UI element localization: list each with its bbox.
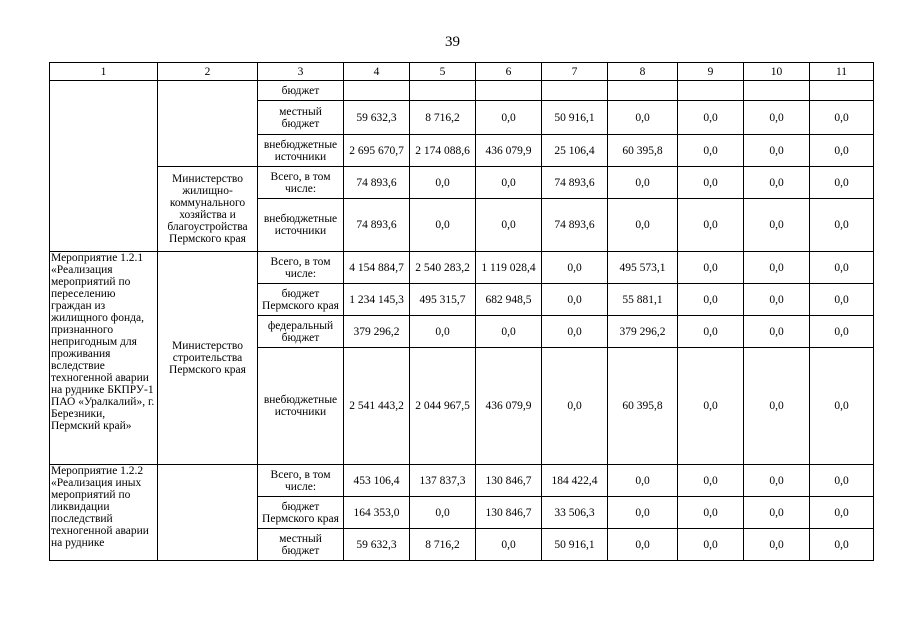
value-cell: 0,0 [608, 529, 678, 561]
value-cell: 0,0 [678, 465, 744, 497]
source-cell: внебюджетные источники [258, 135, 344, 167]
value-cell: 50 916,1 [542, 529, 608, 561]
source-cell: бюджет Пермского края [258, 497, 344, 529]
value-cell [476, 81, 542, 101]
value-cell: 0,0 [476, 199, 542, 252]
source-cell: местный бюджет [258, 101, 344, 135]
value-cell: 0,0 [542, 252, 608, 284]
activity-cell: Мероприятие 1.2.1 «Реализация мероприятий по переселению граждан из жилищного фонда, признанного непригодным для проживания вследствие техногенной аварии на руднике БКПРУ-1 ПАО «Уралкалий», г. Березники, Пермский край» [50, 252, 158, 465]
value-cell: 0,0 [810, 529, 874, 561]
value-cell: 74 893,6 [344, 167, 410, 199]
value-cell: 0,0 [608, 199, 678, 252]
value-cell: 0,0 [410, 199, 476, 252]
source-cell: Всего, в том числе: [258, 167, 344, 199]
value-cell: 0,0 [410, 167, 476, 199]
value-cell: 0,0 [810, 316, 874, 348]
source-cell: федеральный бюджет [258, 316, 344, 348]
value-cell: 0,0 [608, 465, 678, 497]
value-cell: 0,0 [744, 348, 810, 465]
value-cell: 0,0 [410, 497, 476, 529]
value-cell: 74 893,6 [542, 167, 608, 199]
value-cell: 2 174 088,6 [410, 135, 476, 167]
table-row [50, 167, 874, 199]
value-cell [542, 81, 608, 101]
value-cell: 0,0 [744, 167, 810, 199]
value-cell: 0,0 [810, 465, 874, 497]
value-cell: 0,0 [744, 252, 810, 284]
value-cell: 0,0 [608, 167, 678, 199]
value-cell: 50 916,1 [542, 101, 608, 135]
value-cell: 0,0 [744, 316, 810, 348]
value-cell: 0,0 [608, 497, 678, 529]
value-cell: 0,0 [678, 167, 744, 199]
value-cell: 0,0 [678, 348, 744, 465]
value-cell: 0,0 [678, 284, 744, 316]
source-cell: бюджет [258, 81, 344, 101]
value-cell: 0,0 [744, 529, 810, 561]
value-cell: 60 395,8 [608, 135, 678, 167]
header-cell: 11 [810, 63, 874, 81]
value-cell: 0,0 [678, 101, 744, 135]
value-cell [810, 81, 874, 101]
activity-cell-empty [50, 81, 158, 252]
value-cell: 0,0 [744, 465, 810, 497]
header-cell: 2 [158, 63, 258, 81]
value-cell: 0,0 [678, 199, 744, 252]
value-cell: 0,0 [476, 529, 542, 561]
value-cell: 0,0 [744, 497, 810, 529]
source-cell: местный бюджет [258, 529, 344, 561]
value-cell: 2 044 967,5 [410, 348, 476, 465]
header-cell: 8 [608, 63, 678, 81]
value-cell: 137 837,3 [410, 465, 476, 497]
value-cell: 60 395,8 [608, 348, 678, 465]
source-cell: Всего, в том числе: [258, 252, 344, 284]
value-cell: 59 632,3 [344, 101, 410, 135]
source-cell: внебюджетные источники [258, 348, 344, 465]
activity-cell: Мероприятие 1.2.2 «Реализация иных мероприятий по ликвидации последствий техногенной аварии на руднике [50, 465, 158, 561]
value-cell: 0,0 [542, 348, 608, 465]
budget-table [49, 62, 874, 561]
responsible-org-cell: Министерство жилищно-коммунального хозяйства и благоустройства Пермского края [158, 167, 258, 252]
value-cell [344, 81, 410, 101]
value-cell: 74 893,6 [344, 199, 410, 252]
header-cell: 1 [50, 63, 158, 81]
header-row [50, 63, 874, 81]
table-row [50, 81, 874, 101]
value-cell [744, 81, 810, 101]
value-cell: 0,0 [744, 199, 810, 252]
value-cell [608, 81, 678, 101]
table-row [50, 252, 874, 284]
value-cell [410, 81, 476, 101]
value-cell: 0,0 [542, 284, 608, 316]
value-cell: 379 296,2 [608, 316, 678, 348]
value-cell: 0,0 [810, 199, 874, 252]
value-cell: 1 119 028,4 [476, 252, 542, 284]
value-cell: 130 846,7 [476, 497, 542, 529]
value-cell: 0,0 [542, 316, 608, 348]
value-cell: 0,0 [744, 284, 810, 316]
value-cell: 0,0 [744, 135, 810, 167]
org-cell-empty [158, 465, 258, 561]
value-cell: 0,0 [744, 101, 810, 135]
value-cell: 0,0 [476, 101, 542, 135]
value-cell: 0,0 [608, 101, 678, 135]
value-cell: 0,0 [678, 497, 744, 529]
value-cell: 0,0 [476, 167, 542, 199]
header-cell: 4 [344, 63, 410, 81]
value-cell: 164 353,0 [344, 497, 410, 529]
value-cell: 0,0 [410, 316, 476, 348]
value-cell: 0,0 [810, 348, 874, 465]
value-cell: 0,0 [810, 167, 874, 199]
value-cell: 0,0 [810, 497, 874, 529]
value-cell: 436 079,9 [476, 348, 542, 465]
source-cell: внебюджетные источники [258, 199, 344, 252]
value-cell: 0,0 [810, 135, 874, 167]
value-cell: 2 541 443,2 [344, 348, 410, 465]
value-cell: 495 315,7 [410, 284, 476, 316]
value-cell: 0,0 [810, 284, 874, 316]
value-cell: 0,0 [476, 316, 542, 348]
value-cell: 0,0 [678, 252, 744, 284]
table-row [50, 465, 874, 497]
value-cell: 0,0 [678, 316, 744, 348]
value-cell [678, 81, 744, 101]
responsible-org-cell: Министерство строительства Пермского края [158, 252, 258, 465]
header-cell: 3 [258, 63, 344, 81]
value-cell: 0,0 [678, 529, 744, 561]
header-cell: 7 [542, 63, 608, 81]
header-cell: 10 [744, 63, 810, 81]
value-cell: 55 881,1 [608, 284, 678, 316]
value-cell: 436 079,9 [476, 135, 542, 167]
value-cell: 0,0 [810, 101, 874, 135]
value-cell: 0,0 [810, 252, 874, 284]
value-cell: 4 154 884,7 [344, 252, 410, 284]
value-cell: 0,0 [678, 135, 744, 167]
value-cell: 130 846,7 [476, 465, 542, 497]
source-cell: Всего, в том числе: [258, 465, 344, 497]
value-cell: 8 716,2 [410, 529, 476, 561]
header-cell: 5 [410, 63, 476, 81]
value-cell: 453 106,4 [344, 465, 410, 497]
value-cell: 25 106,4 [542, 135, 608, 167]
value-cell: 682 948,5 [476, 284, 542, 316]
value-cell: 1 234 145,3 [344, 284, 410, 316]
value-cell: 2 540 283,2 [410, 252, 476, 284]
value-cell: 2 695 670,7 [344, 135, 410, 167]
page-number: 39 [445, 34, 460, 50]
header-cell: 9 [678, 63, 744, 81]
org-cell-empty [158, 81, 258, 167]
value-cell: 74 893,6 [542, 199, 608, 252]
header-cell: 6 [476, 63, 542, 81]
source-cell: бюджет Пермского края [258, 284, 344, 316]
value-cell: 59 632,3 [344, 529, 410, 561]
value-cell: 8 716,2 [410, 101, 476, 135]
value-cell: 495 573,1 [608, 252, 678, 284]
value-cell: 379 296,2 [344, 316, 410, 348]
value-cell: 33 506,3 [542, 497, 608, 529]
value-cell: 184 422,4 [542, 465, 608, 497]
